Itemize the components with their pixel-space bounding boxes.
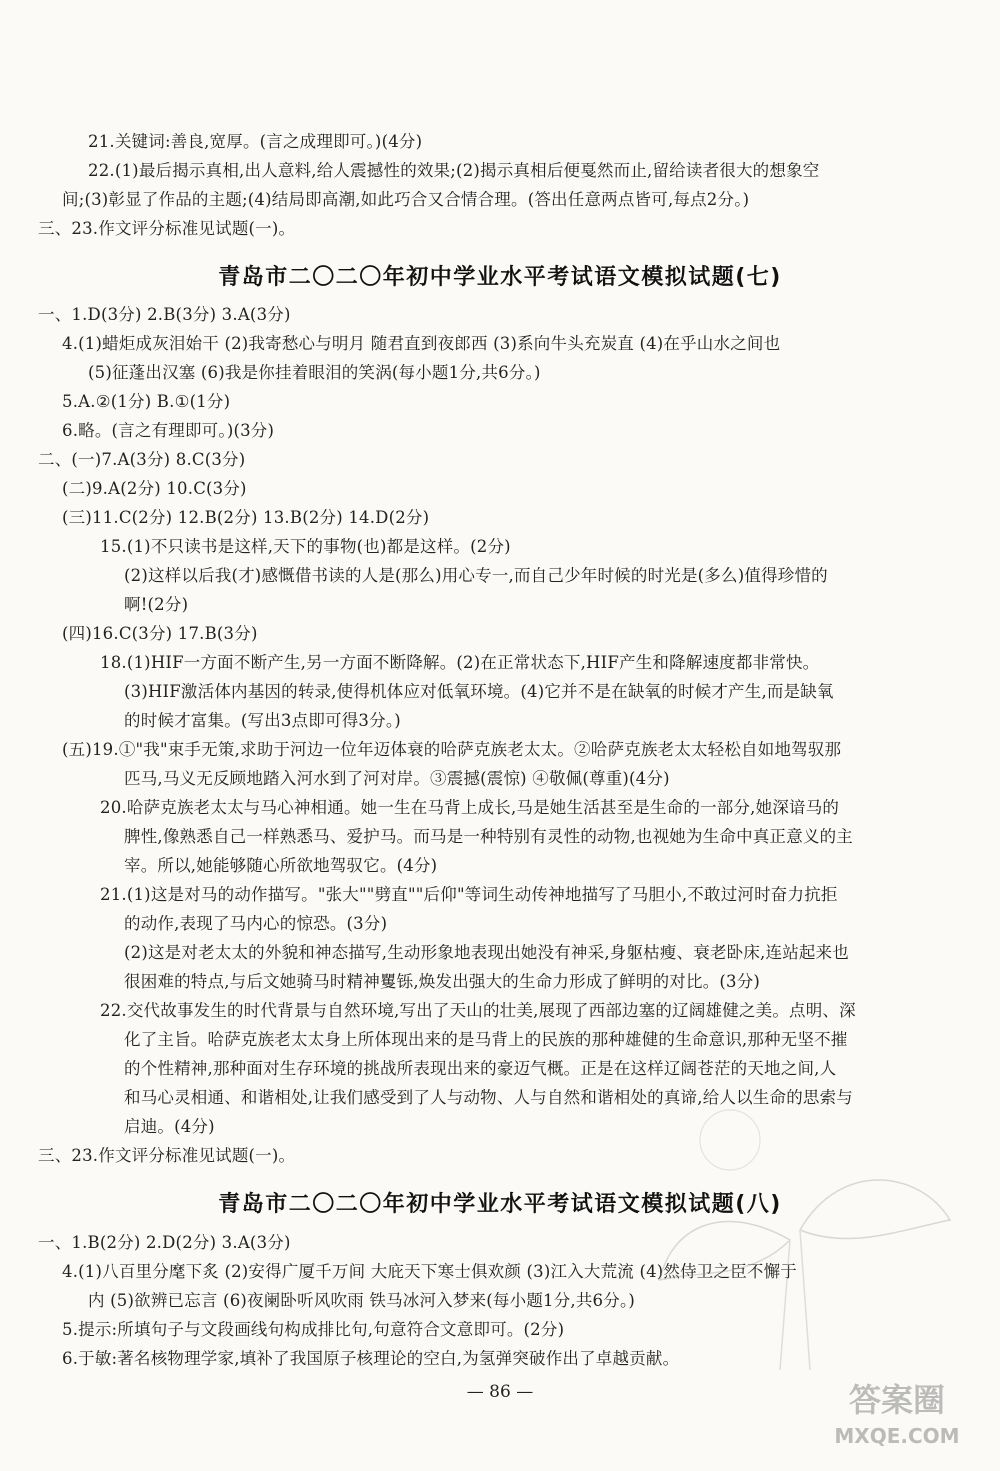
answer-line: 匹马,马义无反顾地踏入河水到了河对岸。③震撼(震惊) ④敬佩(尊重)(4分) [124,769,670,788]
answer-line: 间;(3)彰显了作品的主题;(4)结局即高潮,如此巧合又合情合理。(答出任意两点皆可,每点2分。) [62,190,750,209]
answer-line: 4.(1)蜡炬成灰泪始干 (2)我寄愁心与明月 随君直到夜郎西 (3)系向牛头充炭直 (4)在乎山水之间也 [62,334,781,353]
answer-line: 啊!(2分) [124,595,189,614]
answer-line: 15.(1)不只读书是这样,天下的事物(也)都是这样。(2分) [100,537,511,556]
answer-line: 脾性,像熟悉自己一样熟悉马、爱护马。而马是一种特别有灵性的动物,也视她为生命中真正意义的主 [124,827,853,846]
answer-line: 内 (5)欲辨已忘言 (6)夜阑卧听风吹雨 铁马冰河入梦来(每小题1分,共6分。) [88,1291,636,1310]
answer-line: 5.提示:所填句子与文段画线句构成排比句,句意符合文意即可。(2分) [62,1320,565,1339]
answer-line: 三、23.作文评分标准见试题(一)。 [38,1146,296,1165]
answer-line: 的动作,表现了马内心的惊恐。(3分) [124,914,388,933]
answer-line: 20.哈萨克族老太太与马心神相通。她一生在马背上成长,马是她生活甚至是生命的一部分,她深谙马的 [100,798,840,817]
svg-text:答案圈: 答案圈 [848,1381,946,1419]
section-title-7: 青岛市二〇二〇年初中学业水平考试语文模拟试题(七) [218,265,782,290]
answer-line: 一、1.B(2分) 2.D(2分) 3.A(3分) [38,1233,291,1252]
answer-line: 4.(1)八百里分麾下炙 (2)安得广厦千万间 大庇天下寒士俱欢颜 (3)江入大荒流 (4)然侍卫之臣不懈于 [62,1262,798,1281]
site-watermark-icon [812,1373,982,1453]
answer-line: (2)这样以后我(才)感慨借书读的人是(那么)用心专一,而自己少年时候的时光是(多么)值得珍惜的 [124,566,828,585]
answer-line: 宰。所以,她能够随心所欲地驾驭它。(4分) [124,856,438,875]
answer-line: 21.关键词:善良,宽厚。(言之成理即可。)(4分) [88,132,423,151]
answer-line: 三、23.作文评分标准见试题(一)。 [38,219,296,238]
answer-line: 22.交代故事发生的时代背景与自然环境,写出了天山的壮美,展现了西部边塞的辽阔雄健之美。点明、深 [100,1001,856,1020]
answer-line: 18.(1)HIF一方面不断产生,另一方面不断降解。(2)在正常状态下,HIF产生和降解速度都非常快。 [100,653,820,672]
answer-line: 的时候才富集。(写出3点即可得3分。) [124,711,401,730]
answer-line: 6.于敏:著名核物理学家,填补了我国原子核理论的空白,为氢弹突破作出了卓越贡献。 [62,1349,680,1368]
answer-line: 二、(一)7.A(3分) 8.C(3分) [38,450,246,469]
answer-line: 和马心灵相通、和谐相处,让我们感受到了人与动物、人与自然和谐相处的真谛,给人以生命的思索与 [124,1088,853,1107]
answer-line: (四)16.C(3分) 17.B(3分) [62,624,258,643]
answer-line: 启迪。(4分) [124,1117,215,1136]
answer-line: 很困难的特点,与后文她骑马时精神矍铄,焕发出强大的生命力形成了鲜明的对比。(3分) [124,972,761,991]
answer-line: 22.(1)最后揭示真相,出人意料,给人震撼性的效果;(2)揭示真相后便戛然而止,留给读者很大的想象空 [88,161,820,180]
section-title-8: 青岛市二〇二〇年初中学业水平考试语文模拟试题(八) [218,1192,782,1217]
answer-line: (五)19.①"我"束手无策,求助于河边一位年迈体衰的哈萨克族老太太。②哈萨克族老太太轻松自如地驾驭那 [62,740,842,759]
answer-line: 一、1.D(3分) 2.B(3分) 3.A(3分) [38,305,291,324]
answer-line: (2)这是对老太太的外貌和神态描写,生动形象地表现出她没有神采,身躯枯瘦、衰老卧床,连站起来也 [124,943,850,962]
answer-line: (三)11.C(2分) 12.B(2分) 13.B(2分) 14.D(2分) [62,508,430,527]
lotus-illustration-icon [640,1080,970,1380]
answer-line: 6.略。(言之有理即可。)(3分) [62,421,275,440]
answer-line: 化了主旨。哈萨克族老太太身上所体现出来的是马背上的民族的那种雄健的生命意识,那种无坚不摧 [124,1030,848,1049]
answer-line: 5.A.②(1分) B.①(1分) [62,392,231,411]
svg-text:MXQE.COM: MXQE.COM [834,1424,960,1448]
answer-line: (3)HIF激活体内基因的转录,使得机体应对低氧环境。(4)它并不是在缺氧的时候才产生,而是缺氧 [124,682,834,701]
page-number: — 86 — [466,1382,534,1402]
answer-line: 的个性精神,那种面对生存环境的挑战所表现出来的豪迈气概。正是在这样辽阔苍茫的天地之间,人 [124,1059,837,1078]
answer-line: (5)征蓬出汉塞 (6)我是你挂着眼泪的笑涡(每小题1分,共6分。) [88,363,541,382]
answer-line: (二)9.A(2分) 10.C(3分) [62,479,247,498]
answer-line: 21.(1)这是对马的动作描写。"张大""劈直""后仰"等词生动传神地描写了马胆小,不敢过河时奋力抗拒 [100,885,838,904]
